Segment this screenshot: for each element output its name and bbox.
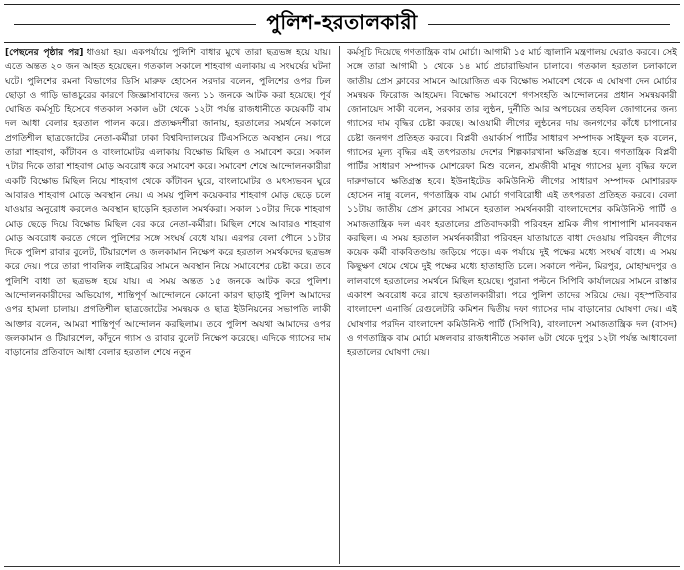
right-column xyxy=(347,46,677,564)
top-rule xyxy=(4,4,680,5)
column-divider xyxy=(339,46,340,564)
bottom-rule xyxy=(4,566,680,567)
left-column-text xyxy=(5,46,331,361)
right-column-body: কর্মসূচি দিয়েছে গণতান্ত্রিক বাম মোর্চা। আগামী ১৫ মার্চ জ্বালানি মন্ত্রণালয় ঘেরাও করবে। সেই সঙ্গে তারা আগামী ১ থেকে ১৪ মার্চ প্রচারাভিযান চালাবে। গতকাল হরতাল চলাকালে জাতীয় প্রেস ক্লাবের সামনে আয়োজিত এক বিক্ষোভ সমাবেশ থেকে এ ঘোষণা দেন মোর্চার সমন্বয়ক ফিরোজ আহমেদ। বিক্ষোভ সমাবেশে গণসংহতি আন্দোলনের প্রধান সমন্বয়কারী জোনায়েদ সাকী বলেন, সরকার তার লুন্ঠন, দুর্নীতি আর অপচয়ের তহবিল জোগানের জন্য গ্যাসের দাম বৃদ্ধির চেষ্টা করছে। আওয়ামী লীগের লুন্ঠনের দায় জনগণের কাঁধে চাপানোর চেষ্টা জনগণ প্রতিহত করবে। বিপ্লবী ওয়ার্কার্স পার্টির সাধারণ সম্পাদক সাইফুল হক বলেন, গ্যাসের মূল্য বৃদ্ধির এই তৎপরতায় দেশের শিল্পকারখানা ক্ষতিগ্রস্ত হবে। গণতান্ত্রিক বিপ্লবী পার্টির সাধারণ সম্পাদক মোশরেফা মিশু বলেন, শ্রমজীবী মানুষ গ্যাসের মূল্য বৃদ্ধির ফলে দারুণভাবে ক্ষতিগ্রস্ত হবে। ইউনাইটেড কমিউনিস্ট লীগের সাধারণ সম্পাদক মোশাররফ হোসেন নান্নু বলেন, গণতান্ত্রিক বাম মোর্চা গণবিরোধী এই তৎপরতা প্রতিহত করবে। বেলা ১১টায় জাতীয় প্রেস ক্লাবের সামনে হরতাল সমর্থনকারী বাংলাদেশের কমিউনিস্ট পার্টি ও সমাজতান্ত্রিক দল এবং হরতালের প্রতিবাদকারী পরিবহন শ্রমিক লীগ পাশাপাশি মানববন্ধন করছিল। এ সময় হরতাল সমর্থনকারীরা পরিবহন যাতায়াতে বাধা দেওয়ায় পরিবহন লীগের কয়েক কর্মী বাকবিতণ্ডায় জড়িয়ে পড়ে। এক পর্যায়ে দুই পক্ষের মধ্যে সংঘর্ষ বাধে। এ সময় কিছুক্ষণ থেমে থেমে দুই পক্ষের মধ্যে হাতাহাতি চলে। সকালে পল্টন, মিরপুর, মোহাম্মদপুর ও লালবাগে হরতালের সমর্থনে মিছিল হয়েছে। পুরানা পল্টনে সিপিবি কার্যালয়ের সামনে রাস্তার একাংশ অবরোধ করে রাখে হরতালকারীরা। পরে পুলিশ তাদের সরিয়ে দেয়। বৃহস্পতিবার বাংলাদেশ এনার্জি রেগুলেটরি কমিশন দ্বিতীয় দফা গ্যাসের দাম বাড়ানোর ঘোষণা দেয়। এই ঘোষণার পরদিন বাংলাদেশ কমিউনিস্ট পার্টি (সিপিবি), বাংলাদেশ সমাজতান্ত্রিক দল (বাসদ) ও গণতান্ত্রিক বাম মোর্চা মঙ্গলবার রাজধানীতে সকাল ৬টা থেকে দুপুর ১২টা পর্যন্ত আধাবেলা হরতালের ঘোষণা দেয়। xyxy=(347,48,677,359)
headline-underline xyxy=(4,42,680,43)
headline: পুলিশ-হরতালকারী xyxy=(266,9,418,34)
left-column xyxy=(5,46,331,564)
left-column-body: ধাওয়া হয়। একপর্যায়ে পুলিশি বাধার মুখে তারা ছত্রভঙ্গ হয়ে যায়। এতে অন্তত ২০ জন আহত হয়েছেন। গতকাল সকালে শাহবাগ এলাকায় এ সংঘর্ষের ঘটনা ঘটে। পুলিশের রমনা বিভাগের ডিসি মারুফ হোসেন সরদার বলেন, পুলিশের ওপর ঢিল ছোড়া ও গাড়ি ভাঙচুরের কারণে জিজ্ঞাসাবাদের জন্য ১১ জনকে আটক করা হয়েছে। পূর্ব ঘোষিত কর্মসূচি হিসেবে গতকাল সকাল ৬টা থেকে ১২টা পর্যন্ত রাজধানীতে কয়েকটি বাম দল আধা বেলার হরতাল পালন করে। প্রত্যক্ষদর্শীরা জানায়, হরতালের সমর্থনে সকালে প্রগতিশীল ছাত্রজোটের নেতা-কর্মীরা ঢাকা বিশ্ববিদ্যালয়ের টিএসসিতে অবস্থান নেয়। পরে তারা শাহবাগ, কাঁটাবন ও বাংলামোটর এলাকায় বিক্ষোভ মিছিল ও সমাবেশ করে। সকাল ৭টার দিকে তারা শাহবাগ মোড় অবরোধ করে সমাবেশ করে। সমাবেশ শেষে আন্দোলনকারীরা একটি বিক্ষোভ মিছিল নিয়ে শাহবাগ থেকে কাঁটাবন ঘুরে, বাংলামোটর ও মৎস্যভবন ঘুরে আবারও শাহবাগ মোড়ে অবস্থান নেয়। এ সময় পুলিশ কয়েকবার শাহবাগ মোড় ছেড়ে চলে যাওয়ার অনুরোধ করলেও অবস্থান ছাড়েনি হরতাল সমর্থকরা। সকাল ১০টার দিকে শাহবাগ মোড় ছেড়ে দিয়ে বিক্ষোভ মিছিল বের করে নেতা-কর্মীরা। মিছিল শেষে আবারও শাহবাগ মোড় অবরোধ করতে গেলে পুলিশের সঙ্গে সংঘর্ষ বেধে যায়। এরপর বেলা পৌনে ১১টার দিকে পুলিশ রাবার বুলেট, টিয়ারশেল ও জলকামান নিক্ষেপ করে হরতাল সমর্থকদের ছত্রভঙ্গ করে দেয়। পরে তারা পাবলিক লাইব্রেরির সামনে অবস্থান নিয়ে সমাবেশের চেষ্টা করে। তবে পুলিশি বাধা তা ছত্রভঙ্গ হয়ে যায়। এ সময় অন্তত ১৫ জনকে আটক করে পুলিশ। আন্দোলনকারীদের অভিযোগ, শান্তিপূর্ণ আন্দোলনে কোনো কারণ ছাড়াই পুলিশ আমাদের ওপর হামলা চালায়। প্রগতিশীল ছাত্রজোটের সমন্বয়ক ও ছাত্র ইউনিয়নের সভাপতি লাকী আক্তার বলেন, আমরা শান্তিপূর্ণ আন্দোলন করছিলাম। তবে পুলিশ অযথা আমাদের ওপর জলকামান ও টিয়ারশেল, কাঁদুনে গ্যাস ও রাবার বুলেট নিক্ষেপ করেছে। এদিকে গ্যাসের দাম বাড়ানোর প্রতিবাদে আধা বেলার হরতাল শেষে নতুন xyxy=(5,48,331,359)
jump-label: [পেছনের পৃষ্ঠার পর] xyxy=(5,48,84,58)
headline-bar xyxy=(4,8,680,40)
